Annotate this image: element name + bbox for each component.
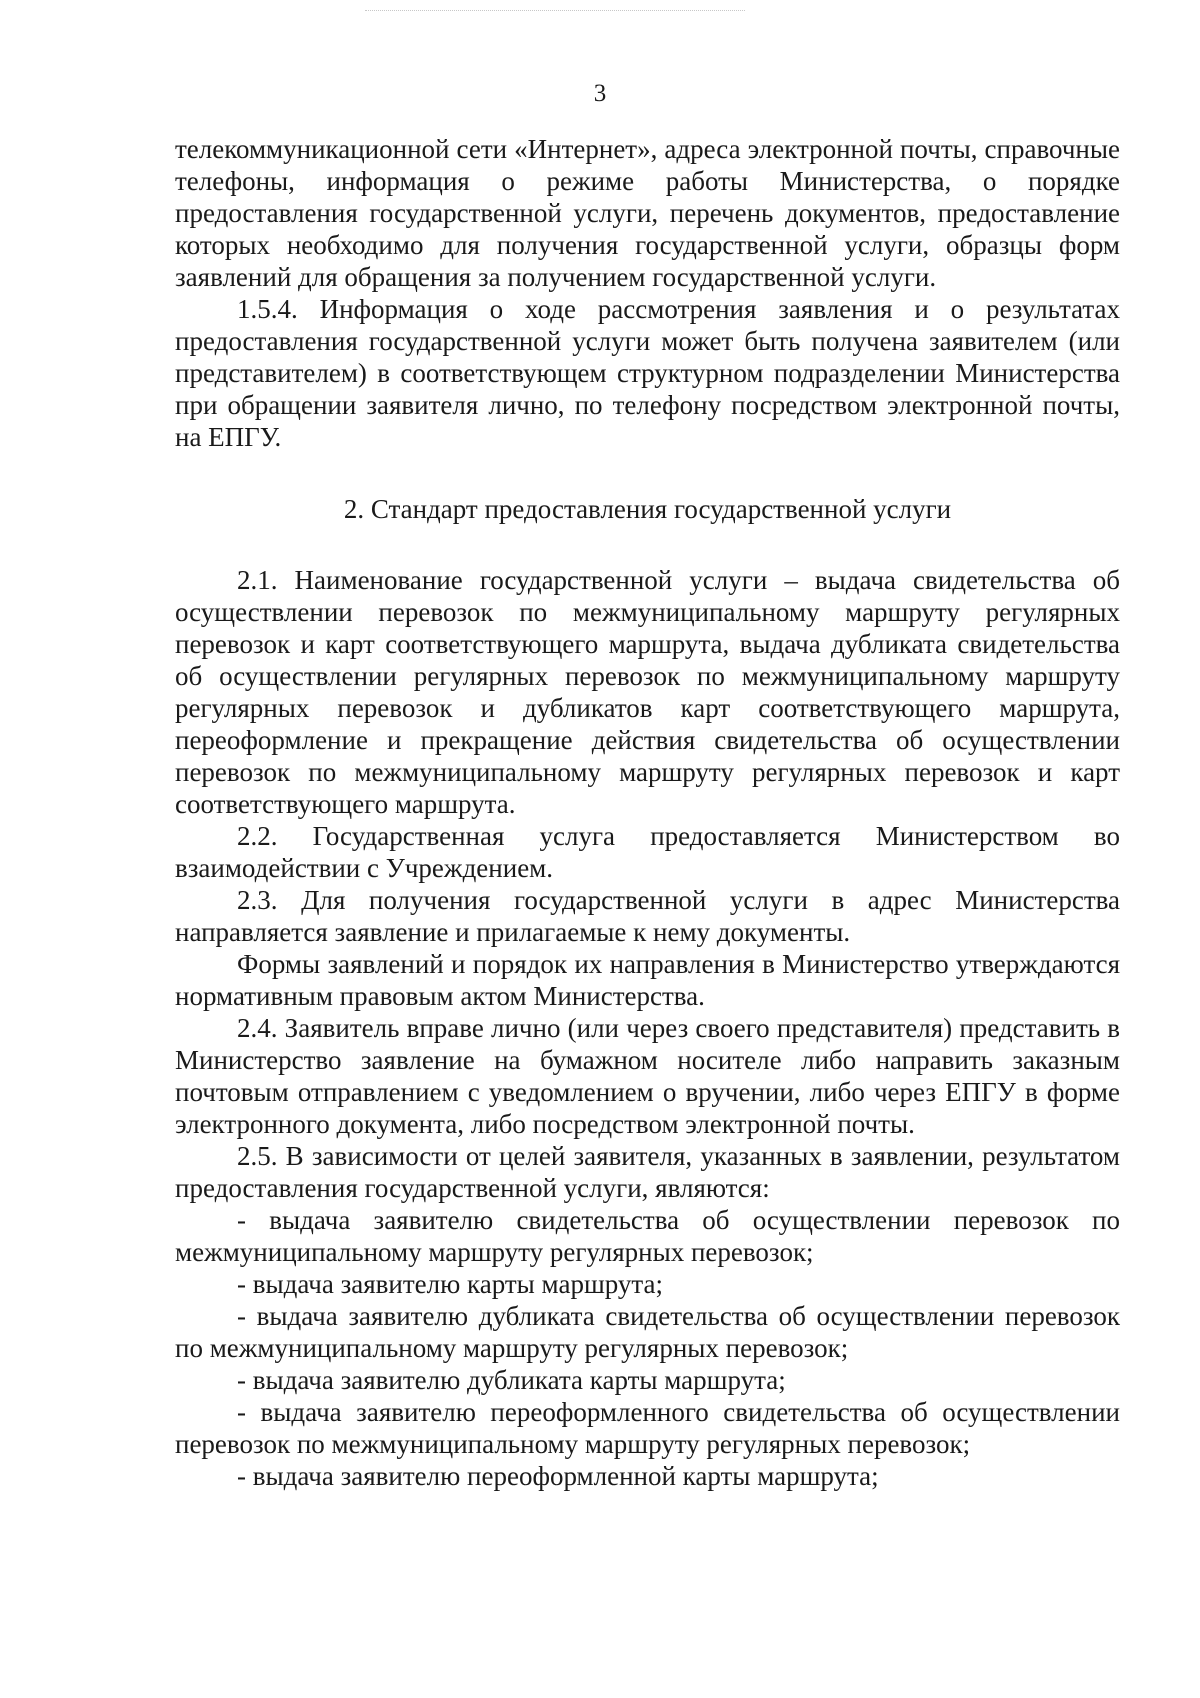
document-body bbox=[175, 133, 1120, 1492]
section-heading: 2. Стандарт предоставления государственной услуги bbox=[343, 494, 952, 524]
list-item: - выдача заявителю карты маршрута; bbox=[237, 1269, 663, 1299]
paragraph-continuation: телекоммуникационной сети «Интернет», адреса электронной почты, справочные телефоны, информация о режиме работы Министерства, о порядке предоставления государственной услуги, перечень документов, предоставление которых необходимо для получения государственной услуги, образцы форм заявлений для обращения за получением государственной услуги. bbox=[175, 134, 1120, 292]
paragraph-2-3-forms: Формы заявлений и порядок их направления в Министерство утверждаются нормативным правовым актом Министерства. bbox=[175, 949, 1120, 1011]
list-item: - выдача заявителю переоформленного свидетельства об осуществлении перевозок по межмуниципальному маршруту регулярных перевозок; bbox=[175, 1397, 1120, 1459]
list-item: - выдача заявителю свидетельства об осуществлении перевозок по межмуниципальному маршруту регулярных перевозок; bbox=[175, 1205, 1120, 1267]
paragraph-2-5: 2.5. В зависимости от целей заявителя, указанных в заявлении, результатом предоставления государственной услуги, являются: bbox=[175, 1141, 1120, 1203]
list-item: - выдача заявителю дубликата карты маршрута; bbox=[237, 1365, 786, 1395]
paragraph-1-5-4: 1.5.4. Информация о ходе рассмотрения заявления и о результатах предоставления государственной услуги может быть получена заявителем (или представителем) в соответствующем структурном подразделении Министерства при обращении заявителя лично, по телефону посредством электронной почты, на ЕПГУ. bbox=[175, 294, 1120, 452]
paragraph-2-2: 2.2. Государственная услуга предоставляется Министерством во взаимодействии с Учреждением. bbox=[175, 821, 1120, 883]
list-item: - выдача заявителю переоформленной карты маршрута; bbox=[237, 1461, 879, 1491]
paragraph-2-1: 2.1. Наименование государственной услуги – выдача свидетельства об осуществлении перевозок по межмуниципальному маршруту регулярных перевозок и карт соответствующего маршрута, выдача дубликата свидетельства об осуществлении регулярных перевозок по межмуниципальному маршруту регулярных перевозок и дубликатов карт соответствующего маршрута, переоформление и прекращение действия свидетельства об осуществлении перевозок по межмуниципальному маршруту регулярных перевозок и карт соответствующего маршрута. bbox=[175, 565, 1120, 819]
list-item: - выдача заявителю дубликата свидетельства об осуществлении перевозок по межмуниципальному маршруту регулярных перевозок; bbox=[175, 1301, 1120, 1363]
page-number: 3 bbox=[593, 80, 607, 107]
scan-artifact bbox=[365, 10, 745, 13]
paragraph-2-4: 2.4. Заявитель вправе лично (или через своего представителя) представить в Министерство заявление на бумажном носителе либо направить заказным почтовым отправлением с уведомлением о вручении, либо через ЕПГУ в форме электронного документа, либо посредством электронной почты. bbox=[175, 1013, 1120, 1139]
paragraph-2-3: 2.3. Для получения государственной услуги в адрес Министерства направляется заявление и прилагаемые к нему документы. bbox=[175, 885, 1120, 947]
